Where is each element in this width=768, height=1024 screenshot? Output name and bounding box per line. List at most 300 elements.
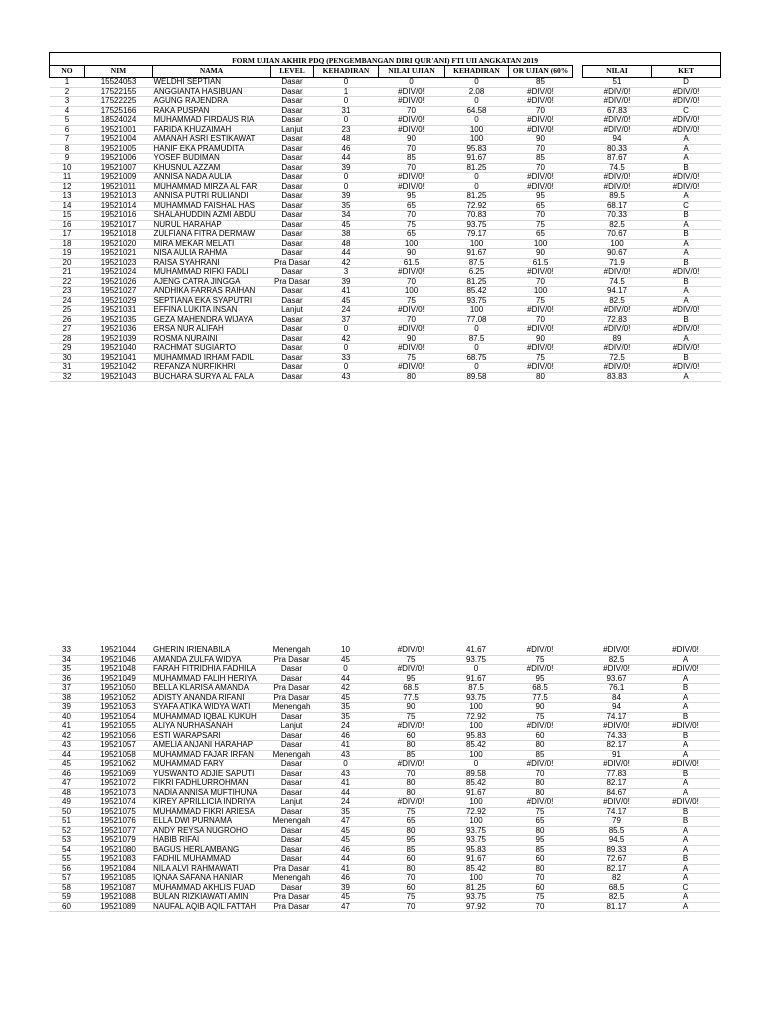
table-cell: 33 <box>49 646 84 655</box>
table-cell: Dasar <box>271 344 314 354</box>
table-cell: 100 <box>583 239 652 249</box>
table-cell: 0 <box>444 665 508 675</box>
table-cell: Dasar <box>271 249 314 259</box>
table-cell: Menengah <box>270 750 313 760</box>
table-cell: 19521040 <box>85 344 153 354</box>
table-cell: 85.42 <box>444 741 508 751</box>
table-cell: 51 <box>49 817 84 827</box>
table-cell: 95.83 <box>444 731 508 741</box>
table-cell: Dasar <box>271 87 314 97</box>
table-cell: 89.58 <box>445 372 509 382</box>
table-cell: WELDHI SEPTIAN <box>153 78 271 88</box>
table-cell: A <box>651 893 720 903</box>
table-cell <box>572 769 582 779</box>
table-cell: Dasar <box>270 760 313 770</box>
table-cell: 100 <box>444 750 508 760</box>
table-cell: 46 <box>49 769 84 779</box>
table-row <box>49 722 720 732</box>
table-cell: 80 <box>378 741 444 751</box>
table-cell: 80 <box>508 779 572 789</box>
table-cell: Dasar <box>271 135 314 145</box>
column-header: NILAI <box>583 66 652 78</box>
table-cell: 42 <box>314 334 379 344</box>
table-row <box>49 864 720 874</box>
table-cell: 74.17 <box>582 807 651 817</box>
table-cell <box>572 874 582 884</box>
table-cell: #DIV/0! <box>652 268 721 278</box>
table-cell <box>572 826 582 836</box>
table-cell: 17525166 <box>85 106 153 116</box>
table-cell <box>573 125 583 135</box>
table-cell <box>573 306 583 316</box>
table-cell: 95 <box>378 836 444 846</box>
table-row <box>49 684 720 694</box>
table-cell: 61.5 <box>509 258 573 268</box>
table-cell: 94.5 <box>582 836 651 846</box>
table-cell: 19521077 <box>84 826 152 836</box>
table-cell <box>573 144 583 154</box>
table-cell: Dasar <box>270 741 313 751</box>
table-cell: 68.5 <box>378 684 444 694</box>
table-cell: 39 <box>314 277 379 287</box>
table-cell: 90.67 <box>583 249 652 259</box>
table-cell: 90 <box>509 135 573 145</box>
table-row <box>49 779 720 789</box>
table-cell: #DIV/0! <box>652 116 721 126</box>
table-cell: #DIV/0! <box>582 760 651 770</box>
table-cell: 100 <box>444 722 508 732</box>
table-cell: 95 <box>508 836 572 846</box>
table-cell: 60 <box>378 883 444 893</box>
table-cell <box>573 211 583 221</box>
table-cell: 65 <box>508 817 572 827</box>
table-cell: 19521084 <box>84 864 152 874</box>
table-row <box>50 372 721 382</box>
table-cell: Lanjut <box>271 306 314 316</box>
table-cell: Pra Dasar <box>270 864 313 874</box>
table-cell: 93.75 <box>444 655 508 665</box>
table-cell: EFFINA LUKITA INSAN <box>153 306 271 316</box>
table-cell: MUHAMMAD FIRDAUS RIA <box>153 116 271 126</box>
table-cell: 19521054 <box>84 712 152 722</box>
table-cell: 29 <box>50 344 85 354</box>
table-cell: Dasar <box>271 363 314 373</box>
table-cell: 75 <box>378 893 444 903</box>
table-row <box>49 788 720 798</box>
table-cell: #DIV/0! <box>582 646 651 655</box>
table-cell: 19521073 <box>84 788 152 798</box>
table-cell: 44 <box>313 788 378 798</box>
table-cell: 70 <box>379 277 445 287</box>
table-cell: 1 <box>314 87 379 97</box>
table-cell: #DIV/0! <box>379 97 445 107</box>
table-cell <box>572 750 582 760</box>
table-cell <box>573 353 583 363</box>
table-cell: 90 <box>379 334 445 344</box>
table-cell <box>573 135 583 145</box>
table-cell: Pra Dasar <box>270 902 313 912</box>
table-row <box>49 883 720 893</box>
table-cell: #DIV/0! <box>509 306 573 316</box>
table-body-page-1 <box>50 78 721 382</box>
table-row <box>50 192 721 202</box>
table-cell: #DIV/0! <box>379 173 445 183</box>
table-cell: 0 <box>313 760 378 770</box>
table-cell: Dasar <box>271 78 314 88</box>
table-cell: 85.42 <box>444 864 508 874</box>
table-cell: 43 <box>314 372 379 382</box>
table-cell: #DIV/0! <box>379 87 445 97</box>
table-cell: Dasar <box>270 807 313 817</box>
table-cell: 42 <box>314 258 379 268</box>
table-cell: NURUL HARAHAP <box>153 220 271 230</box>
table-cell: #DIV/0! <box>583 306 652 316</box>
table-cell: 51 <box>583 78 652 88</box>
table-row <box>50 173 721 183</box>
table-cell: 50 <box>49 807 84 817</box>
table-row <box>49 769 720 779</box>
table-cell: 19521087 <box>84 883 152 893</box>
table-cell: 19521049 <box>84 674 152 684</box>
table-cell: A <box>652 372 721 382</box>
table-row <box>50 154 721 164</box>
table-cell: 19521042 <box>85 363 153 373</box>
table-cell: B <box>651 684 720 694</box>
table-cell <box>573 249 583 259</box>
table-cell: #DIV/0! <box>583 182 652 192</box>
table-cell: 80 <box>508 741 572 751</box>
table-row <box>50 201 721 211</box>
table-cell: 75 <box>509 353 573 363</box>
table-cell: 19521001 <box>85 125 153 135</box>
table-cell <box>573 372 583 382</box>
table-cell: 72.92 <box>445 201 509 211</box>
table-cell: #DIV/0! <box>508 646 572 655</box>
table-row <box>50 334 721 344</box>
table-cell: 70 <box>379 144 445 154</box>
table-cell: 75 <box>508 655 572 665</box>
table-cell: B <box>652 258 721 268</box>
table-cell: 19521024 <box>85 268 153 278</box>
table-cell: 45 <box>314 296 379 306</box>
table-cell: MUHAMMAD RIFKI FADLI <box>153 268 271 278</box>
table-cell: 19521026 <box>85 277 153 287</box>
table-cell <box>573 116 583 126</box>
table-body-page-2 <box>49 646 720 912</box>
table-cell: A <box>651 674 720 684</box>
table-cell: Dasar <box>270 712 313 722</box>
table-row <box>50 277 721 287</box>
table-cell: 77.08 <box>445 315 509 325</box>
table-row <box>50 135 721 145</box>
table-cell: ANNISA NADA AULIA <box>153 173 271 183</box>
table-cell: 90 <box>379 249 445 259</box>
table-cell: 19521080 <box>84 845 152 855</box>
table-cell: #DIV/0! <box>378 665 444 675</box>
table-cell: #DIV/0! <box>583 268 652 278</box>
table-cell: Dasar <box>271 173 314 183</box>
table-cell: 89.58 <box>444 769 508 779</box>
table-cell: BULAN RIZKIAWATI AMIN <box>152 893 270 903</box>
table-cell: #DIV/0! <box>508 798 572 808</box>
table-cell: B <box>651 807 720 817</box>
table-row <box>50 344 721 354</box>
table-cell: Lanjut <box>270 722 313 732</box>
table-cell: YUSWANTO ADJIE SAPUTI <box>152 769 270 779</box>
table-cell <box>573 106 583 116</box>
table-cell: 91.67 <box>444 788 508 798</box>
table-cell: 57 <box>49 874 84 884</box>
table-row <box>49 817 720 827</box>
table-cell: 35 <box>313 703 378 713</box>
column-header: NAMA <box>153 66 271 78</box>
table-cell: A <box>652 135 721 145</box>
table-cell: 21 <box>50 268 85 278</box>
table-cell: 39 <box>314 163 379 173</box>
table-cell: Lanjut <box>271 125 314 135</box>
table-cell: 19521005 <box>85 144 153 154</box>
table-cell: 19521055 <box>84 722 152 732</box>
table-cell: MUHAMMAD FIKRI ARIESA <box>152 807 270 817</box>
table-cell: 54 <box>49 845 84 855</box>
table-row <box>49 826 720 836</box>
table-cell: #DIV/0! <box>379 325 445 335</box>
table-cell: A <box>652 334 721 344</box>
table-cell: RAISA SYAHRANI <box>153 258 271 268</box>
table-row <box>50 163 721 173</box>
table-cell: 100 <box>509 239 573 249</box>
table-cell: 87.5 <box>444 684 508 694</box>
table-cell: #DIV/0! <box>508 722 572 732</box>
table-cell: 12 <box>50 182 85 192</box>
table-row <box>49 750 720 760</box>
table-cell: 85 <box>378 750 444 760</box>
table-cell: Dasar <box>270 836 313 846</box>
table-cell: 19521006 <box>85 154 153 164</box>
table-cell: 79.17 <box>445 230 509 240</box>
column-header: KET <box>652 66 721 78</box>
table-cell: KIREY APRILLICIA INDRIYA <box>152 798 270 808</box>
table-cell: 70 <box>378 874 444 884</box>
table-cell: 0 <box>379 78 445 88</box>
table-cell: 19521075 <box>84 807 152 817</box>
table-cell: 45 <box>313 893 378 903</box>
table-cell: 36 <box>49 674 84 684</box>
table-cell: Dasar <box>270 731 313 741</box>
table-cell: Menengah <box>270 703 313 713</box>
table-cell: 19521089 <box>84 902 152 912</box>
table-cell: 16 <box>50 220 85 230</box>
table-cell: #DIV/0! <box>652 87 721 97</box>
table-cell: 30 <box>50 353 85 363</box>
table-cell: 100 <box>379 239 445 249</box>
table-cell: 75 <box>509 220 573 230</box>
table-cell: GHERIN IRIENABILA <box>152 646 270 655</box>
table-cell <box>573 325 583 335</box>
table-cell: 82.17 <box>582 741 651 751</box>
table-cell: 65 <box>509 201 573 211</box>
table-cell <box>572 684 582 694</box>
table-cell: ZULFIANA FITRA DERMAW <box>153 230 271 240</box>
table-row <box>49 703 720 713</box>
table-cell: 39 <box>49 703 84 713</box>
table-cell: 6.25 <box>445 268 509 278</box>
table-cell: 94 <box>583 135 652 145</box>
table-cell: MUHAMMAD FAISHAL HAS <box>153 201 271 211</box>
table-cell: REFANZA NURFIKHRI <box>153 363 271 373</box>
table-cell: 80 <box>378 779 444 789</box>
table-cell: 10 <box>50 163 85 173</box>
table-cell: 71.9 <box>583 258 652 268</box>
table-cell: 48 <box>314 135 379 145</box>
table-cell: 90 <box>509 334 573 344</box>
table-cell: ERSA NUR ALIFAH <box>153 325 271 335</box>
table-cell: SYAFA ATIKA WIDYA WATI <box>152 703 270 713</box>
column-header: KEHADIRAN <box>314 66 379 78</box>
table-cell: MUHAMMAD MIRZA AL FAR <box>153 182 271 192</box>
table-cell: KHUSNUL AZZAM <box>153 163 271 173</box>
table-cell: SEPTIANA EKA SYAPUTRI <box>153 296 271 306</box>
table-cell: 82.17 <box>582 864 651 874</box>
table-cell: 19521004 <box>85 135 153 145</box>
table-cell: 19521079 <box>84 836 152 846</box>
table-cell: 100 <box>445 239 509 249</box>
table-cell: Dasar <box>271 192 314 202</box>
table-cell: #DIV/0! <box>583 173 652 183</box>
table-cell: 3 <box>314 268 379 278</box>
table-cell: 80 <box>508 864 572 874</box>
table-cell: 100 <box>444 703 508 713</box>
table-row <box>50 230 721 240</box>
table-cell: 19521057 <box>84 741 152 751</box>
table-cell: 46 <box>313 874 378 884</box>
table-cell: A <box>651 826 720 836</box>
table-cell: B <box>651 817 720 827</box>
table-cell: ADISTY ANANDA RIFANI <box>152 693 270 703</box>
table-cell: 42 <box>313 684 378 694</box>
table-cell: 46 <box>313 845 378 855</box>
table-cell: 44 <box>314 154 379 164</box>
table-cell: 47 <box>313 817 378 827</box>
table-cell: 70 <box>379 106 445 116</box>
table-cell <box>573 277 583 287</box>
table-cell: Dasar <box>270 788 313 798</box>
table-cell: SHALAHUDDIN AZMI ABDU <box>153 211 271 221</box>
table-cell: 31 <box>314 106 379 116</box>
table-cell: 35 <box>313 807 378 817</box>
table-cell: FARAH FITRIDHIA FADHILA <box>152 665 270 675</box>
table-cell: Dasar <box>271 353 314 363</box>
table-cell: 45 <box>313 655 378 665</box>
table-cell: 79 <box>582 817 651 827</box>
table-cell: 15524053 <box>85 78 153 88</box>
table-cell <box>573 287 583 297</box>
table-cell: 72.92 <box>444 712 508 722</box>
table-row <box>50 315 721 325</box>
table-row <box>50 287 721 297</box>
table-cell: ANDY REYSA NUGROHO <box>152 826 270 836</box>
table-cell: 70 <box>509 315 573 325</box>
table-cell: 19521016 <box>85 211 153 221</box>
table-cell: #DIV/0! <box>378 646 444 655</box>
table-cell: A <box>651 864 720 874</box>
table-cell: 0 <box>314 97 379 107</box>
table-cell: 70 <box>509 277 573 287</box>
table-cell: #DIV/0! <box>652 363 721 373</box>
table-header-row <box>50 66 721 78</box>
table-cell: 0 <box>313 665 378 675</box>
table-cell: 53 <box>49 836 84 846</box>
table-cell: 5 <box>50 116 85 126</box>
table-cell: 70 <box>508 769 572 779</box>
table-cell: 19521043 <box>85 372 153 382</box>
table-cell: 38 <box>314 230 379 240</box>
table-cell: 82.5 <box>582 893 651 903</box>
table-cell: 91.67 <box>444 674 508 684</box>
table-cell: B <box>652 211 721 221</box>
table-cell: #DIV/0! <box>508 665 572 675</box>
table-cell: 83.83 <box>583 372 652 382</box>
table-cell: 68.75 <box>445 353 509 363</box>
table-cell: #DIV/0! <box>583 87 652 97</box>
table-cell: #DIV/0! <box>379 182 445 192</box>
table-cell: #DIV/0! <box>379 125 445 135</box>
table-cell: 70 <box>379 163 445 173</box>
table-cell <box>572 779 582 789</box>
table-cell: 60 <box>378 731 444 741</box>
table-cell: Menengah <box>270 817 313 827</box>
table-cell: 75 <box>378 807 444 817</box>
table-cell: 48 <box>314 239 379 249</box>
table-cell: 33 <box>314 353 379 363</box>
table-row <box>50 220 721 230</box>
table-cell: 41 <box>313 741 378 751</box>
table-cell: 97.92 <box>444 902 508 912</box>
table-cell: 81.25 <box>445 163 509 173</box>
table-cell: 67.83 <box>583 106 652 116</box>
table-cell: MUHAMMAD AKHLIS FUAD <box>152 883 270 893</box>
table-cell: 100 <box>445 125 509 135</box>
table-cell: A <box>652 239 721 249</box>
table-cell <box>572 788 582 798</box>
table-cell: A <box>651 874 720 884</box>
table-cell: 81.17 <box>582 902 651 912</box>
table-cell: Dasar <box>270 845 313 855</box>
table-cell: 44 <box>49 750 84 760</box>
table-cell: 70 <box>509 163 573 173</box>
table-cell: 18 <box>50 239 85 249</box>
table-cell: 58 <box>49 883 84 893</box>
table-row <box>49 731 720 741</box>
table-cell: 0 <box>445 325 509 335</box>
table-cell <box>573 239 583 249</box>
table-cell: 34 <box>49 655 84 665</box>
table-cell: Dasar <box>271 220 314 230</box>
table-cell: BAGUS HERLAMBANG <box>152 845 270 855</box>
table-cell: 10 <box>313 646 378 655</box>
table-cell: #DIV/0! <box>652 97 721 107</box>
table-cell: 19521023 <box>85 258 153 268</box>
column-header: NIM <box>85 66 153 78</box>
table-cell: #DIV/0! <box>509 87 573 97</box>
table-cell: GEZA MAHENDRA WIJAYA <box>153 315 271 325</box>
table-cell: 19521083 <box>84 855 152 865</box>
table-cell: 100 <box>444 874 508 884</box>
table-cell: 68.5 <box>582 883 651 893</box>
table-row <box>49 845 720 855</box>
table-cell: #DIV/0! <box>509 173 573 183</box>
table-cell: 74.17 <box>582 712 651 722</box>
